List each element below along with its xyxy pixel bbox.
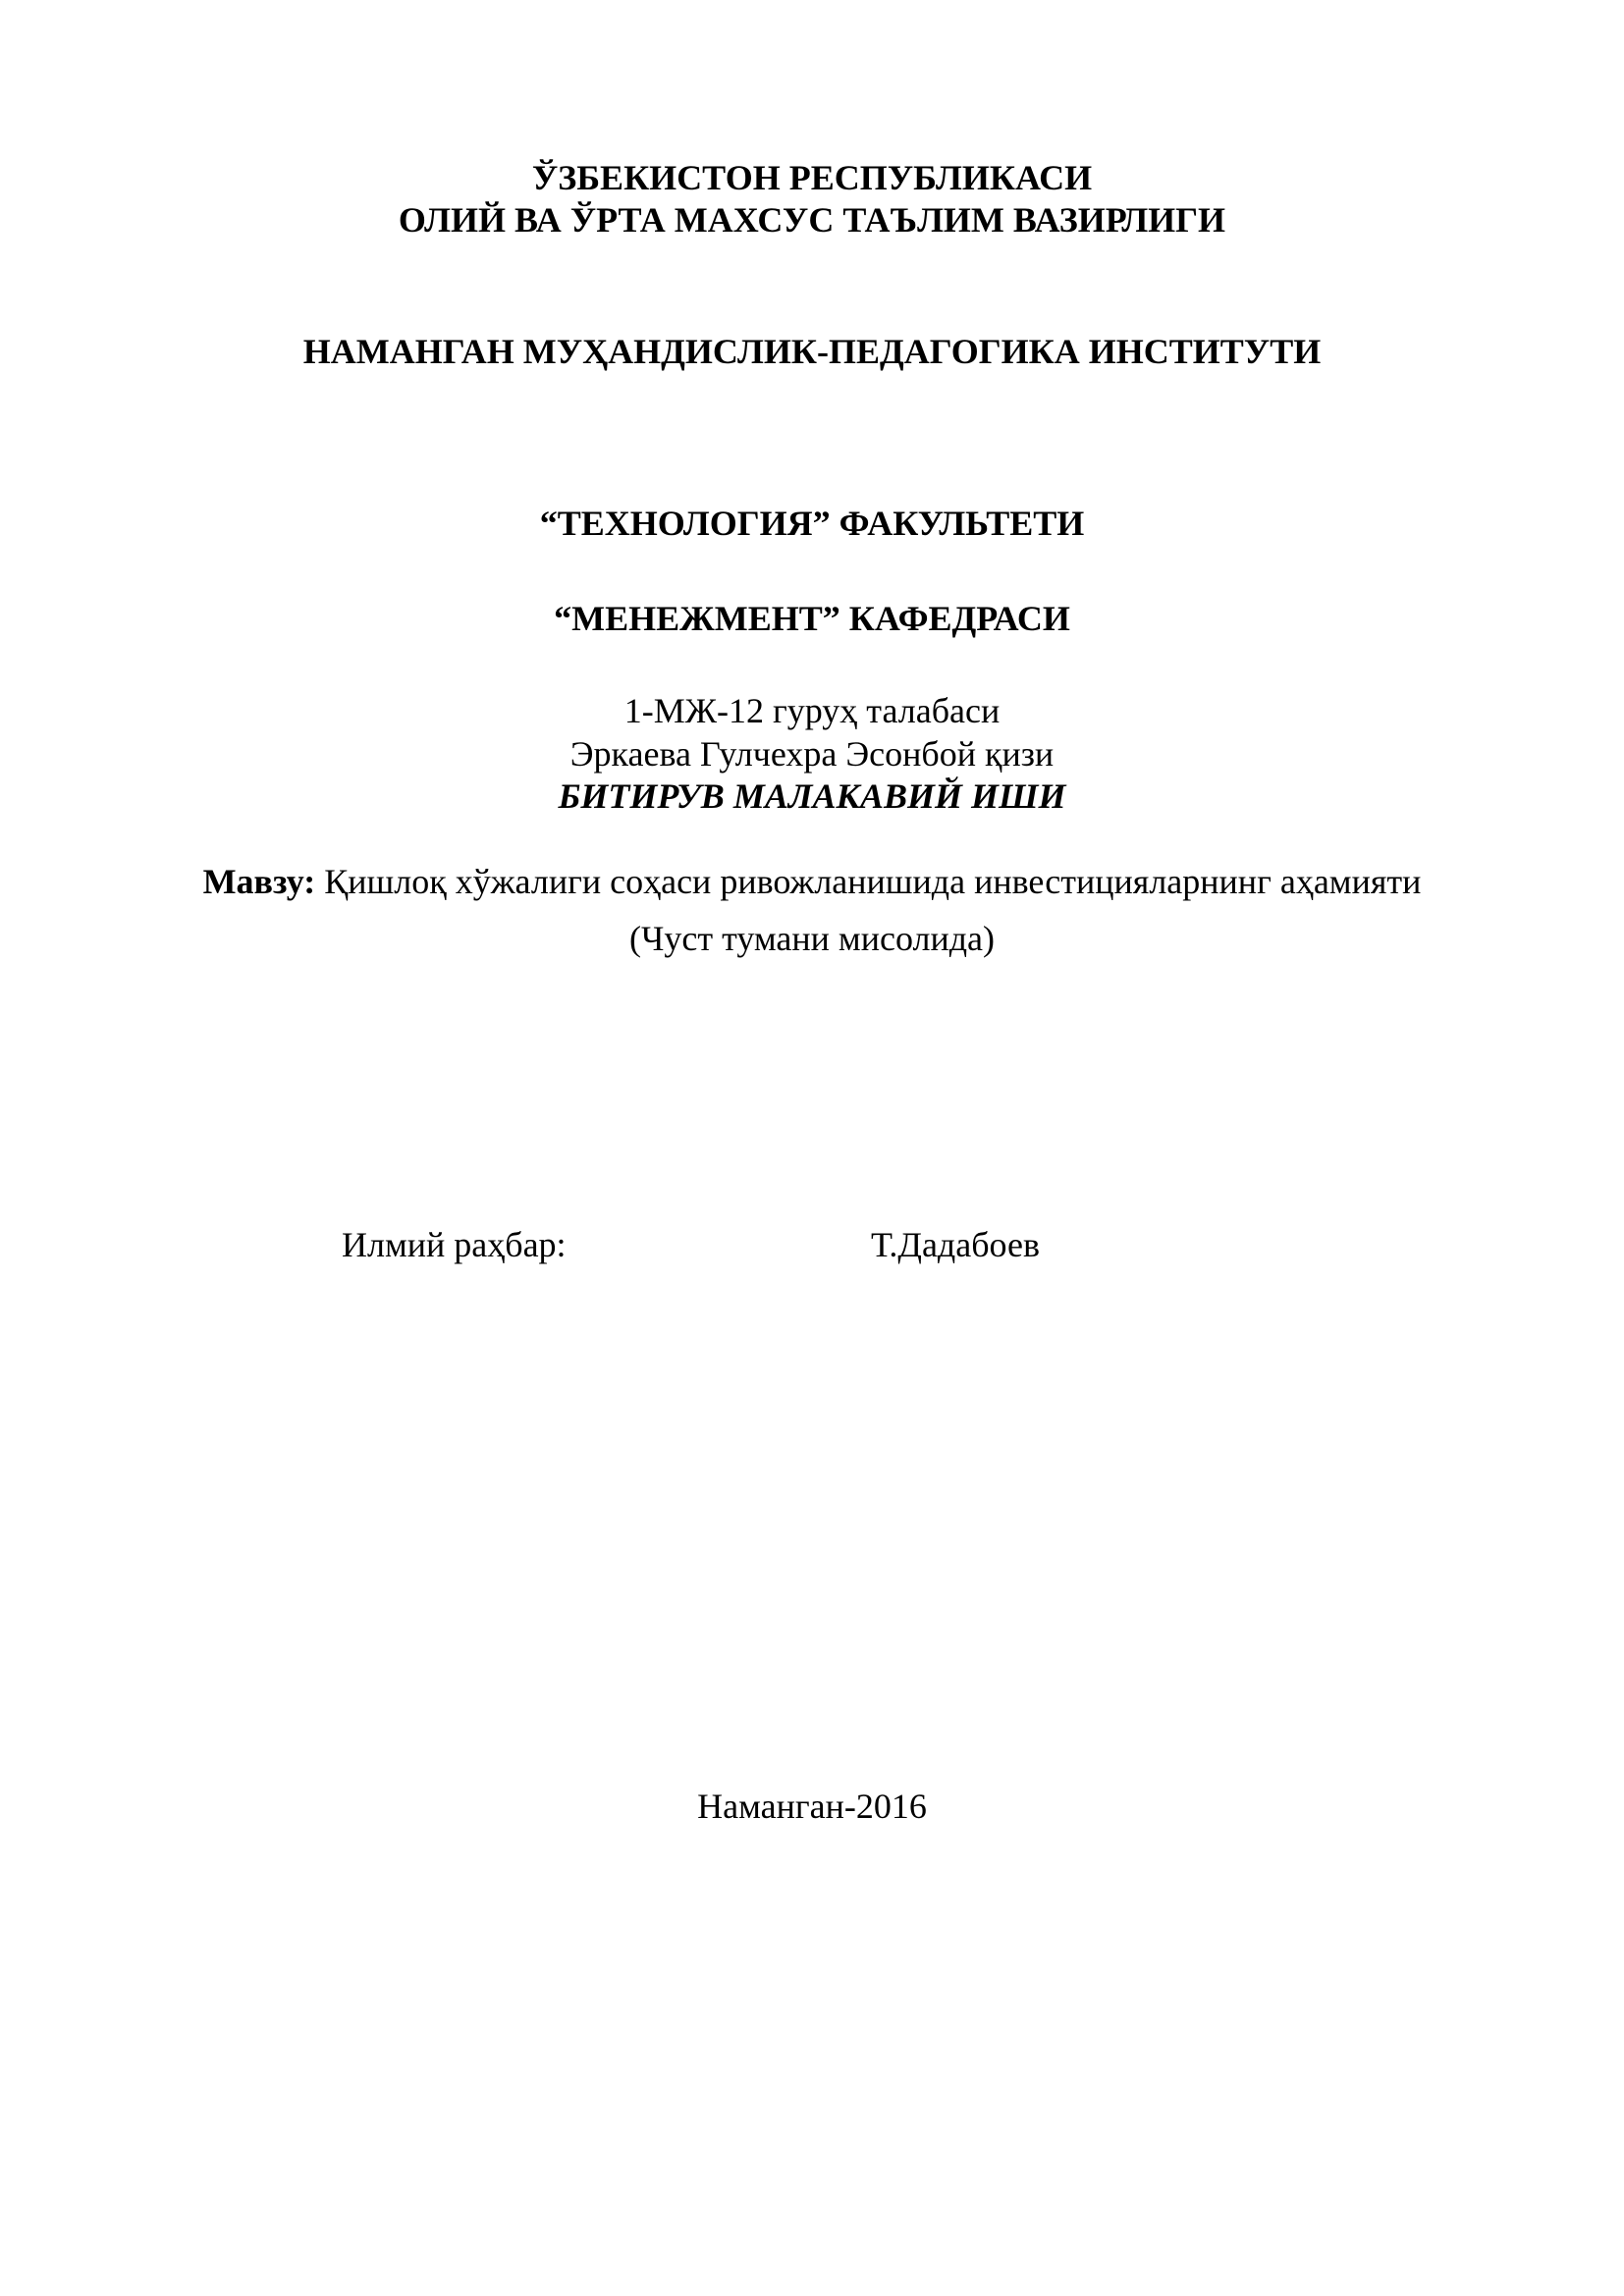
city-year: Наманган-2016 — [697, 1787, 927, 1826]
advisor-label: Илмий раҳбар: — [342, 1225, 567, 1264]
faculty-name: “ТЕХНОЛОГИЯ” ФАКУЛЬТЕТИ — [539, 504, 1085, 543]
advisor-name: Т.Дадабоев — [871, 1225, 1040, 1264]
topic-line — [0, 864, 1624, 899]
topic-subtitle: (Чуст тумани мисолида) — [629, 919, 995, 958]
work-type-title: БИТИРУВ МАЛАКАВИЙ ИШИ — [558, 776, 1066, 816]
institute-name: НАМАНГАН МУҲАНДИСЛИК-ПЕДАГОГИКА ИНСТИТУТИ — [302, 332, 1322, 371]
topic-text: Қишлоқ хўжалиги соҳаси ривожланишида инвестицияларнинг аҳамияти — [315, 862, 1422, 901]
ministry-line-2: ОЛИЙ ВА ЎРТА МАХСУС ТАЪЛИМ ВАЗИРЛИГИ — [398, 200, 1226, 240]
ministry-line-1: ЎЗБЕКИСТОН РЕСПУБЛИКАСИ — [531, 158, 1093, 197]
department-name: “МЕНЕЖМЕНТ” КАФЕДРАСИ — [554, 599, 1070, 638]
topic-label: Мавзу: — [202, 862, 316, 901]
student-group: 1-МЖ-12 гуруҳ талабаси — [623, 691, 1001, 730]
student-name: Эркаева Гулчехра Эсонбой қизи — [569, 734, 1055, 774]
